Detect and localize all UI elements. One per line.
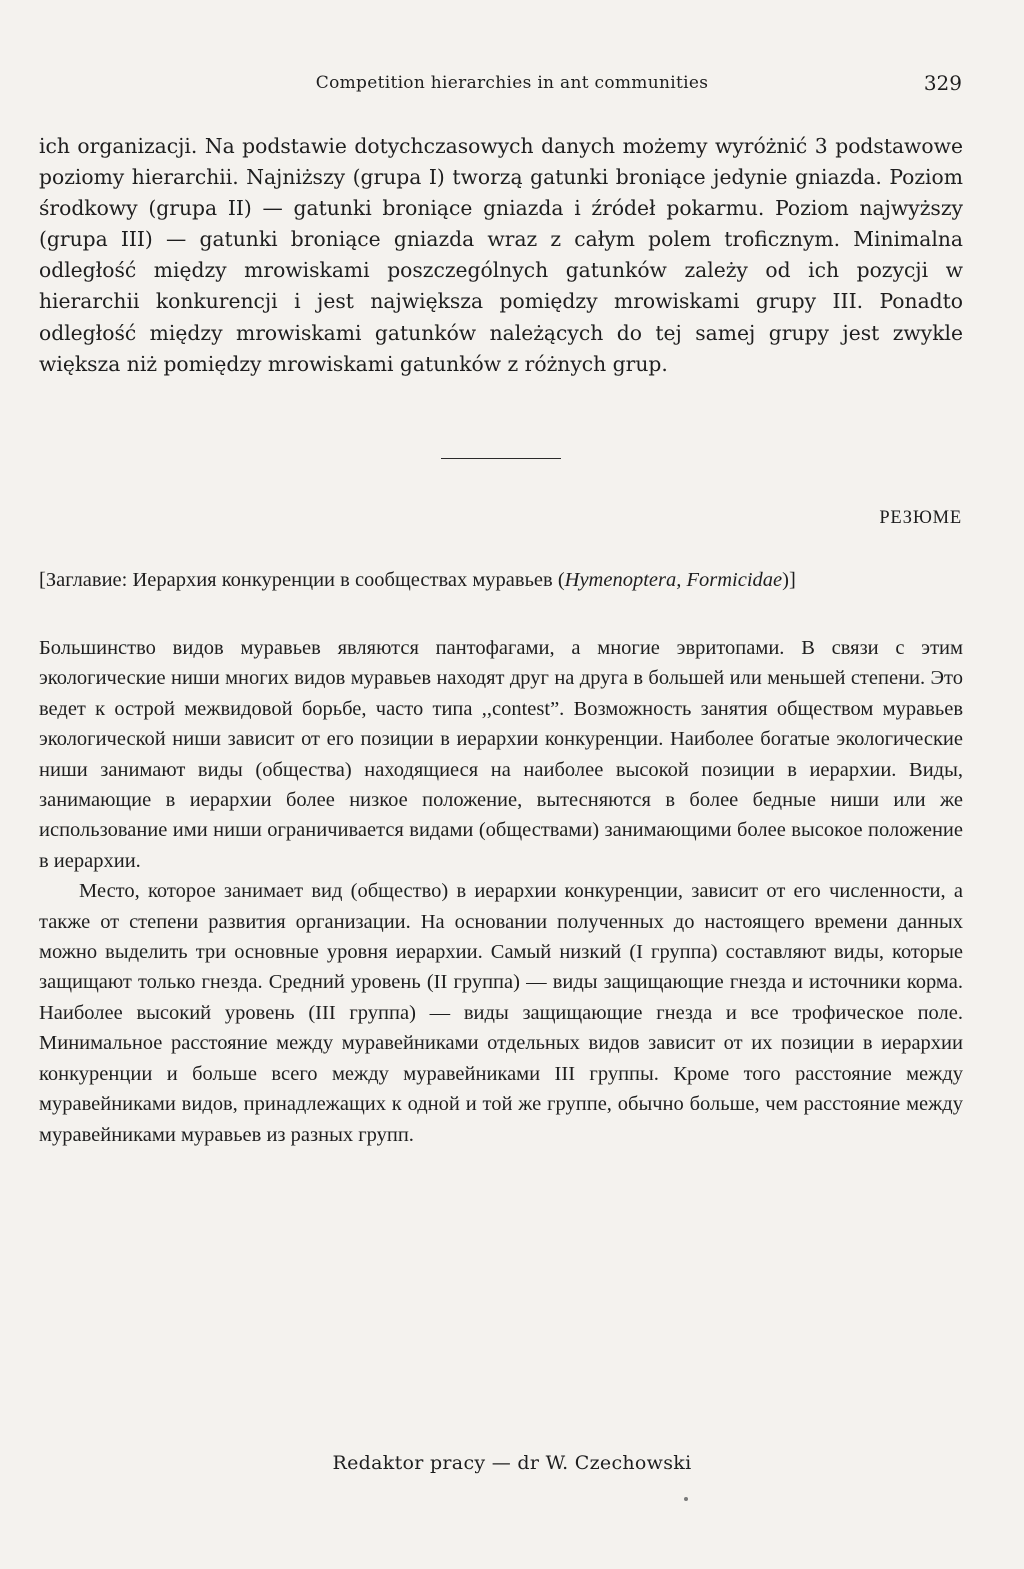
resume-title-taxon: Hymenoptera, Formicidae (564, 569, 783, 591)
resume-title (39, 565, 963, 595)
section-divider (441, 458, 561, 459)
resume-body (39, 633, 963, 1150)
editor-credit: Redaktor pracy — dr W. Czechowski (332, 1452, 692, 1474)
resume-paragraph: Место, которое занимает вид (общество) в иерархии конкуренции, зависит от его численности, а также от степени развития организации. На основании полученных до настоящего времени данных можно выделить три основные уровня иерархии. Самый низкий (I группа) составляют виды, которые защищают только гнезда. Средний уровень (II группа) — виды защищающие гнезда и источники корма. Наиболее высокий уровень (III группа) — виды защищающие гнезда и все трофическое поле. Минимальное расстояние между муравейниками отдельных видов зависит от их позиции в иерархии конкуренции и больше всего между муравейниками III группы. Кроме того расстояние между муравейниками видов, принадлежащих к одной и той же группе, обычно больше, чем расстояние между муравейниками муравьев из разных групп. (39, 880, 963, 1146)
resume-paragraph: Большинство видов муравьев являются пантофагами, а многие эвритопами. В связи с этим экологические ниши многих видов муравьев находят друг на друга в большей или меньшей степени. Это ведет к острой межвидовой борьбе, часто типа ,,contest”. Возможность занятия обществом муравьев экологической ниши зависит от его позиции в иерархии конкуренции. Наиболее богатые экологические ниши занимают виды (общества) находящиеся на наиболее высокой позиции в иерархии. Виды, занимающие в иерархии более низкое положение, вытесняются в более бедные ниши или же использование ими ниши ограничивается видами (обществами) занимающими более высокое положение в иерархии. (39, 637, 963, 872)
resume-title-prefix: [Заглавие: Иерархия конкуренции в сообществах муравьев ( (39, 569, 565, 591)
running-head (0, 71, 1024, 101)
running-title: Competition hierarchies in ant communities (315, 73, 709, 93)
resume-title-suffix: )] (782, 569, 796, 591)
polish-summary-paragraph: ich organizacji. Na podstawie dotychczasowych danych możemy wyróżnić 3 podstawowe poziomy hierarchii. Najniższy (grupa I) tworzą gatunki broniące jedynie gniazda. Poziom środkowy (grupa II) — gatunki broniące gniazda i źródeł pokarmu. Poziom najwyższy (grupa III) — gatunki broniące gniazda wraz z całym polem troficznym. Minimalna odległość między mrowiskami poszczególnych gatunków zależy od ich pozycji w hierarchii konkurencji i jest największa pomiędzy mrowiskami grupy III. Ponadto odległość między mrowiskami gatunków należących do tej samej grupy jest zwykle większa niż pomiędzy mrowiskami gatunków z różnych grup. (39, 134, 963, 376)
page-number: 329 (923, 71, 962, 95)
print-speck (684, 1497, 688, 1501)
resume-heading: РЕЗЮМЕ (879, 508, 962, 528)
